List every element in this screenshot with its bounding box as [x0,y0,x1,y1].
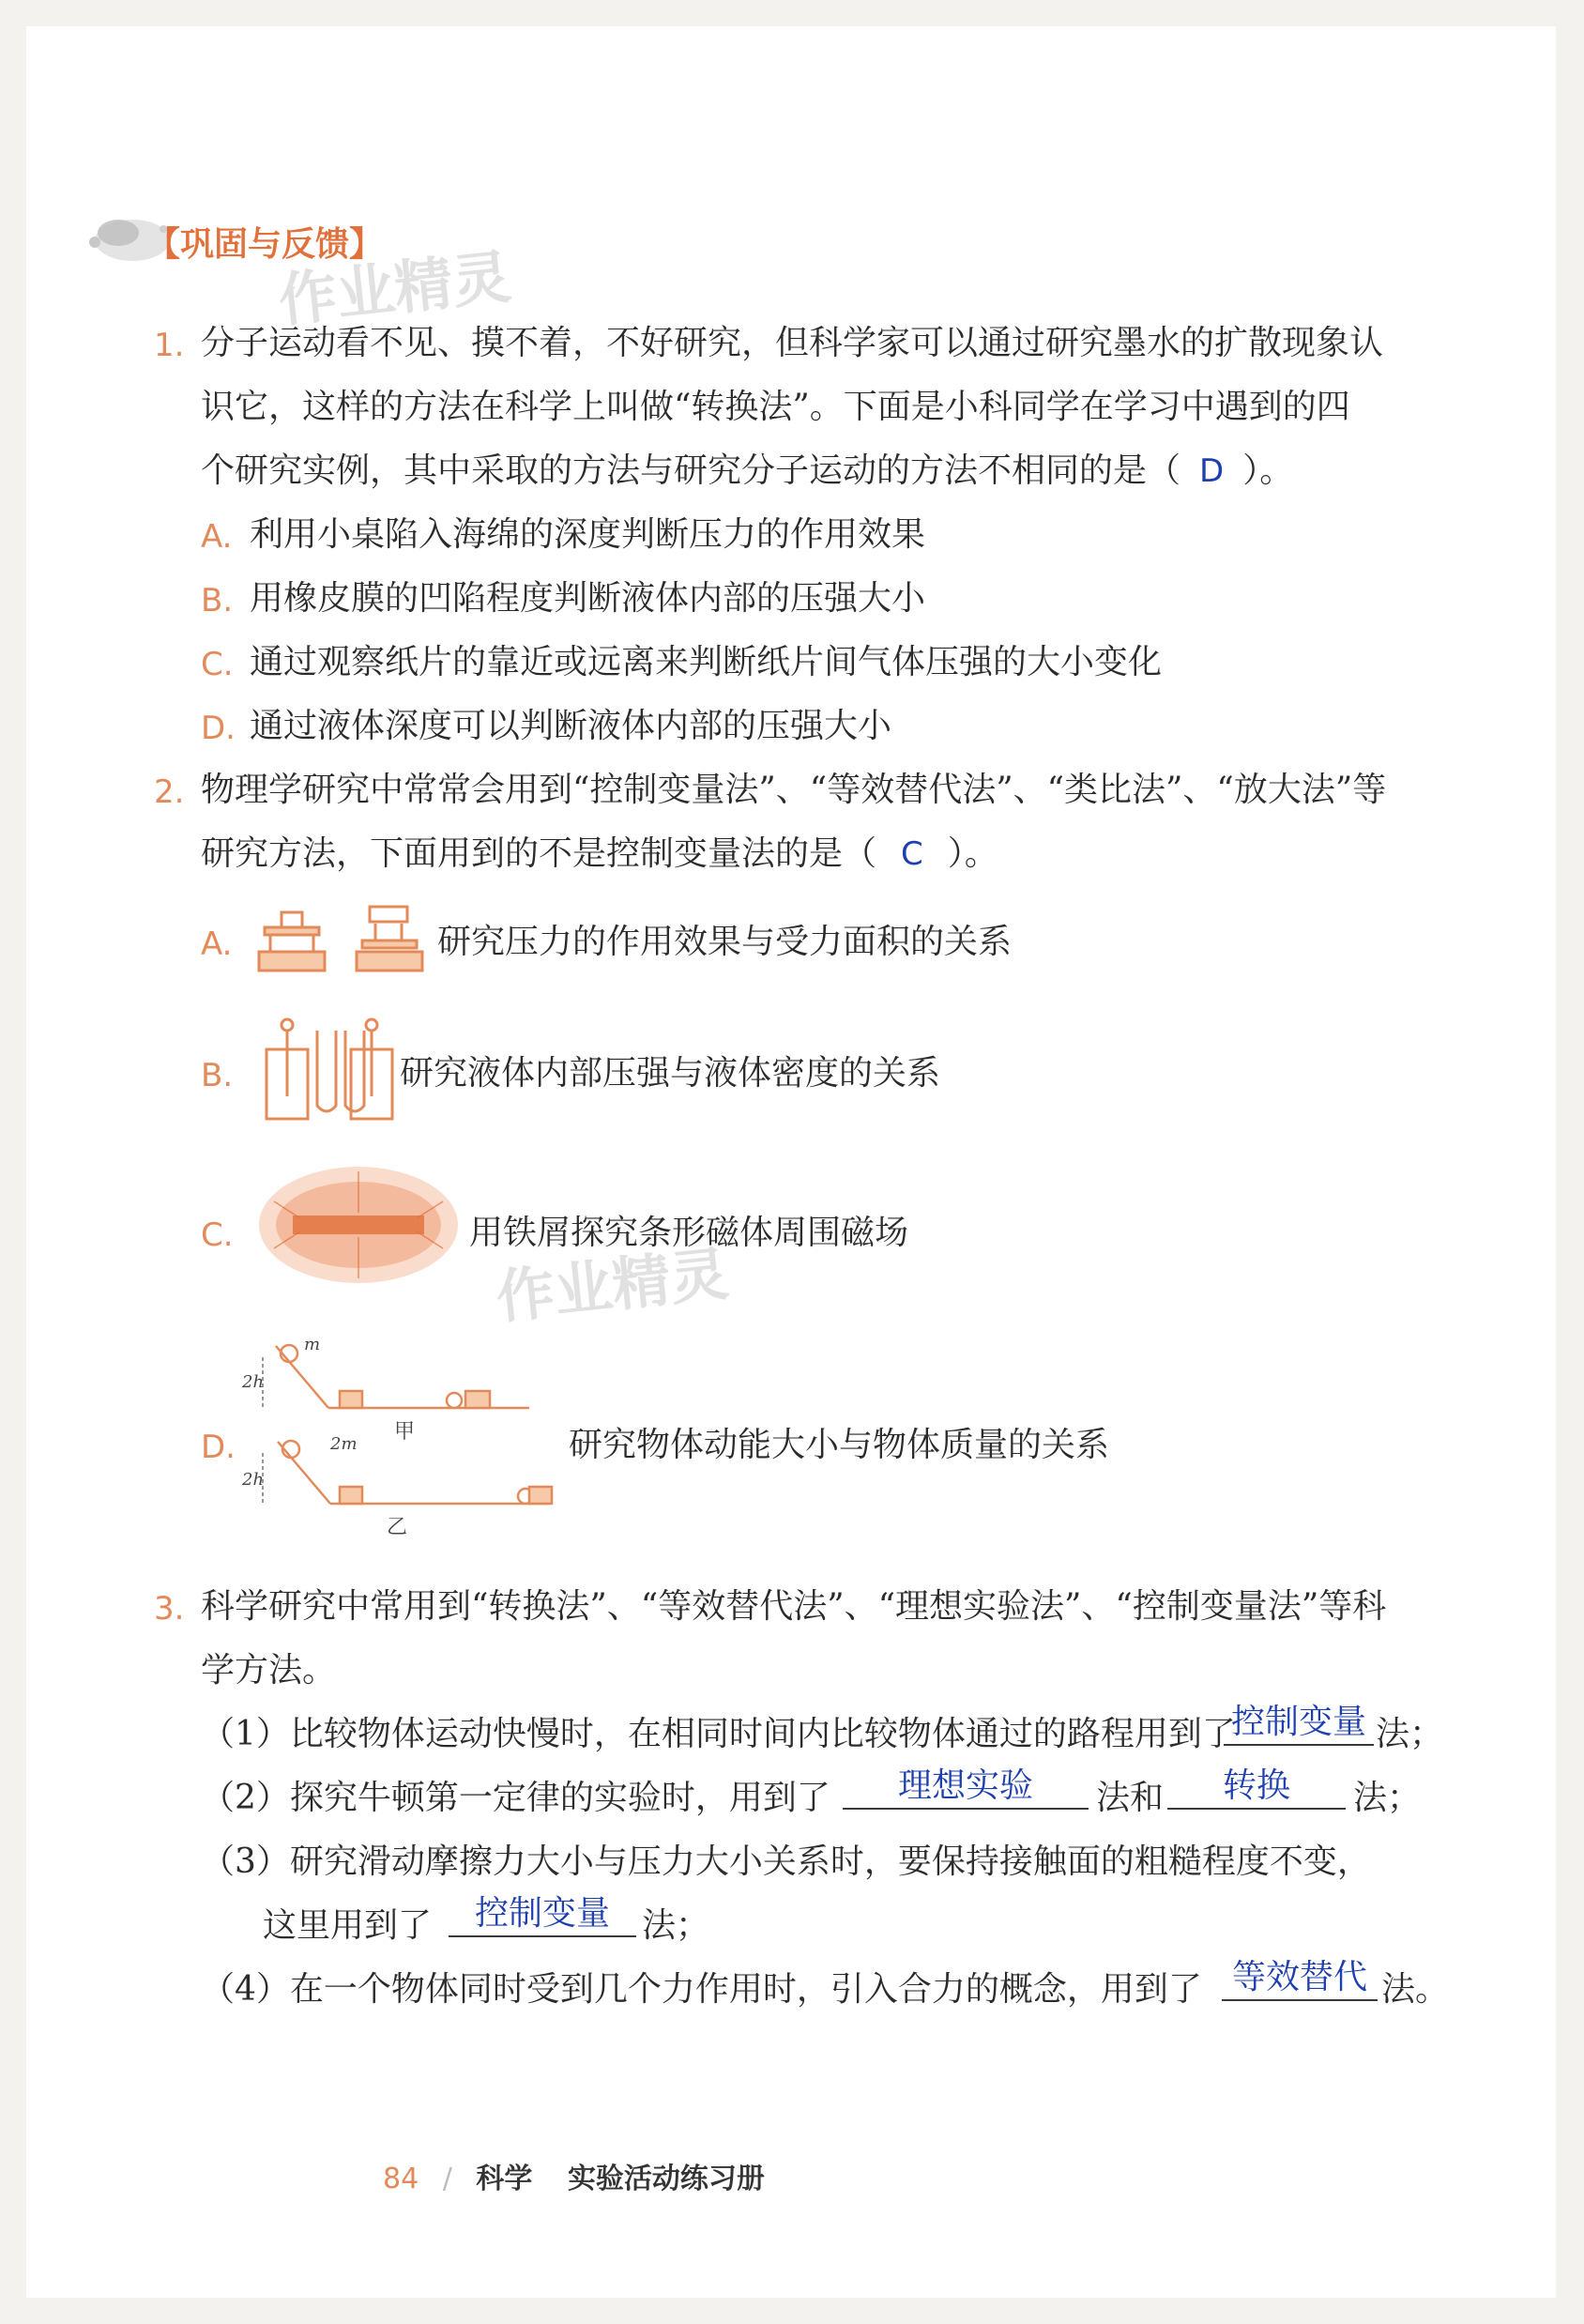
q1-line-1: 分子运动看不见、摸不着，不好研究，但科学家可以通过研究墨水的扩散现象认 [201,324,1384,362]
q2-option-a-text: 研究压力的作用效果与受力面积的关系 [437,923,1013,961]
q1-tail: ）。 [1242,451,1294,490]
label-yi: 乙 [387,1516,408,1539]
q3-item-1-post: 法； [1376,1715,1444,1753]
q3-item-4-text: （4）在一个物体同时受到几个力作用时，引入合力的概念，用到了 [201,1970,1202,2009]
q1-option-a-text: 利用小桌陷入海绵的深度判断压力的作用效果 [250,515,926,554]
q3-item-3-text: （3）研究滑动摩擦力大小与压力大小关系时，要保持接触面的粗糙程度不变， [201,1842,1371,1881]
q1-option-d-label: D. [201,710,236,747]
label-2h-bottom: 2h [242,1470,265,1490]
q1-option-c-text: 通过观察纸片的靠近或远离来判断纸片间气体压强的大小变化 [250,643,1163,681]
q1-option-b-text: 用橡皮膜的凹陷程度判断液体内部的压强大小 [250,579,926,618]
q3-item-2-blank-1[interactable]: 理想实验 [843,1768,1089,1810]
q2-option-b-text: 研究液体内部压强与液体密度的关系 [400,1054,941,1093]
q3-item-1-text: （1）比较物体运动快慢时，在相同时间内比较物体通过的路程用到了 [201,1715,1236,1753]
q3-item-3-line2: 这里用到了 [263,1906,433,1945]
q2-tail: ）。 [947,834,998,873]
q2-line-2 [201,834,998,873]
q2-option-d-text: 研究物体动能大小与物体质量的关系 [569,1426,1110,1464]
q2-option-d-label: D. [201,1429,236,1466]
footer-book-title: 实验活动练习册 [567,2163,765,2195]
q2-option-c-label: C. [201,1216,234,1254]
q1-line-3-text: 个研究实例，其中采取的方法与研究分子运动的方法不相同的是（ [201,451,1181,490]
q3-line-1: 科学研究中常用到“转换法”、“等效替代法”、“理想实验法”、“控制变量法”等科 [201,1587,1387,1626]
q3-item-2-text: （2）探究牛顿第一定律的实验时，用到了 [201,1779,830,1817]
footer-separator: / [442,2163,452,2195]
q2-option-c-text: 用铁屑探究条形磁体周围磁场 [469,1214,909,1252]
q3-item-1-blank[interactable]: 控制变量 [1224,1705,1374,1746]
q1-number: 1. [154,327,185,364]
q2-option-b-label: B. [201,1057,234,1094]
q3-item-3-blank[interactable]: 控制变量 [449,1896,636,1937]
q1-option-a-label: A. [201,518,233,556]
footer [383,2155,765,2196]
watermark-middle: 作业精灵 [493,1239,732,1332]
q1-line-3 [201,451,1294,490]
footer-subject: 科学 [476,2163,533,2195]
q2-line-1: 物理学研究中常常会用到“控制变量法”、“等效替代法”、“类比法”、“放大法”等 [201,771,1387,809]
q3-number: 3. [154,1590,185,1628]
watermark-top: 作业精灵 [275,242,514,335]
q3-item-2-mid: 法和 [1096,1779,1165,1817]
q3-item-4-blank[interactable]: 等效替代 [1222,1960,1378,2001]
q1-option-d-text: 通过液体深度可以判断液体内部的压强大小 [250,707,892,745]
q3-line-2: 学方法。 [201,1651,337,1689]
q3-item-4-post: 法。 [1381,1970,1450,2009]
q2-answer: C [901,835,923,873]
q3-item-3-post: 法； [642,1906,710,1945]
label-jia: 甲 [394,1420,416,1444]
q1-line-2: 识它，这样的方法在科学上叫做“转换法”。下面是小科同学在学习中遇到的四 [201,388,1350,426]
section-title: 【巩固与反馈】 [146,225,384,264]
label-2h-top: 2h [242,1372,265,1392]
q2-line-2-text: 研究方法，下面用到的不是控制变量法的是（ [201,834,877,873]
ramp-kinetic-energy-figure [242,1333,557,1539]
iron-filings-magnet-figure [255,1164,462,1286]
table-on-sponge-figure [251,897,430,982]
u-tube-manometer-figure [261,1012,402,1124]
worksheet-page [26,26,1556,2298]
page-number: 84 [383,2163,419,2195]
label-m: m [304,1335,321,1354]
label-2m: 2m [330,1434,358,1454]
q3-item-2-post: 法； [1353,1779,1422,1817]
q1-option-b-label: B. [201,582,234,619]
q2-number: 2. [154,773,185,811]
q3-item-2-blank-2[interactable]: 转换 [1167,1768,1346,1810]
q2-option-a-label: A. [201,925,233,963]
q1-option-c-label: C. [201,646,234,683]
q1-answer: D [1199,452,1225,490]
